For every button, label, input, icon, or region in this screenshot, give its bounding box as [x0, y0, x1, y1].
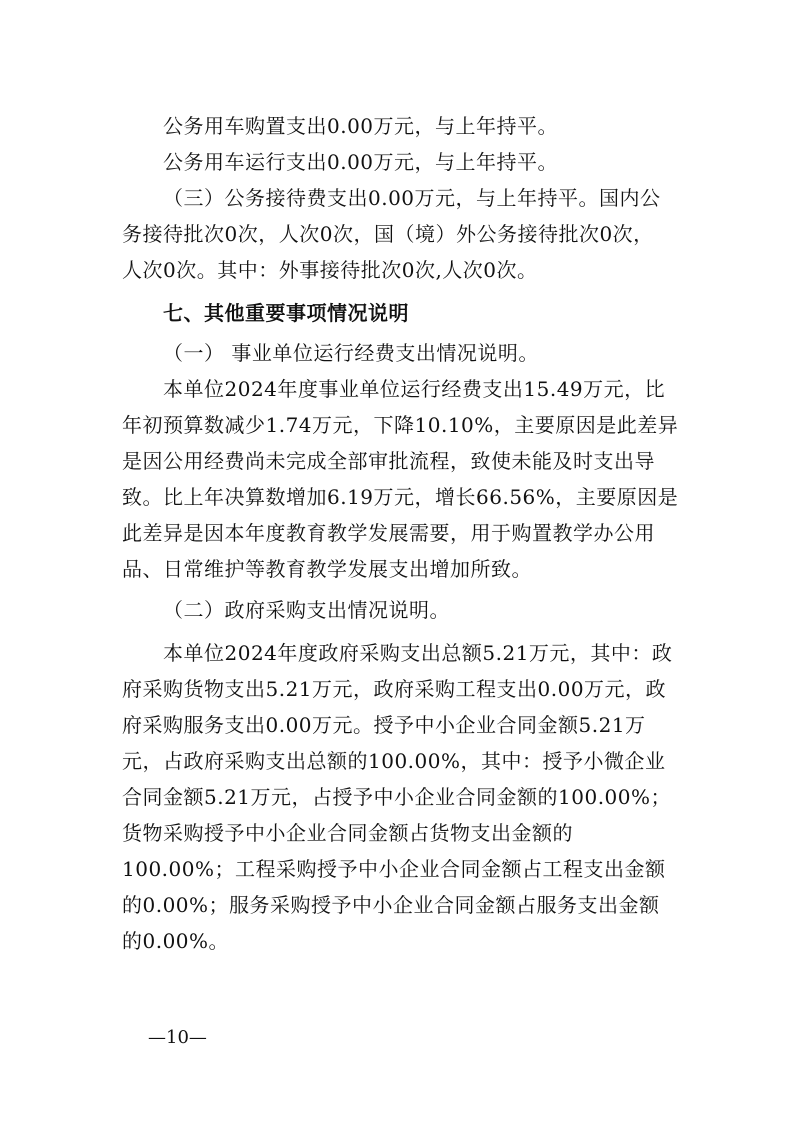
- paragraph-line: 致。比上年决算数增加6.19万元，增长66.56%，主要原因是: [122, 485, 679, 509]
- paragraph-line: 是因公用经费尚未完成全部审批流程，致使未能及时支出导: [122, 449, 655, 473]
- paragraph-line: 本单位2024年度政府采购支出总额5.21万元，其中：政: [163, 641, 673, 665]
- section-heading: 七、其他重要事项情况说明: [163, 301, 409, 325]
- paragraph-line: （三）公务接待费支出0.00万元，与上年持平。国内公: [163, 186, 661, 210]
- paragraph-line: 的0.00%；服务采购授予中小企业合同金额占服务支出金额: [122, 893, 660, 917]
- paragraph-line: 年初预算数减少1.74万元，下降10.10%，主要原因是此差异: [122, 413, 679, 437]
- paragraph-line: 的0.00%。: [122, 929, 230, 953]
- paragraph-line: 品、日常维护等教育教学发展支出增加所致。: [122, 557, 532, 581]
- paragraph-line: 公务用车运行支出0.00万元，与上年持平。: [163, 150, 559, 174]
- paragraph-line: 货物采购授予中小企业合同金额占货物支出金额的: [122, 821, 573, 845]
- paragraph-line: 本单位2024年度事业单位运行经费支出15.49万元，比: [163, 377, 666, 401]
- paragraph-line: 100.00%；工程采购授予中小企业合同金额占工程支出金额: [122, 857, 666, 881]
- paragraph-line: 府采购货物支出5.21万元，政府采购工程支出0.00万元，政: [122, 677, 667, 701]
- paragraph-line: 合同金额5.21万元，占授予中小企业合同金额的100.00%；: [122, 785, 672, 809]
- paragraph-line: 务接待批次0次，人次0次，国（境）外公务接待批次0次，: [122, 222, 654, 246]
- paragraph-line: 府采购服务支出0.00万元。授予中小企业合同金额5.21万: [122, 713, 646, 737]
- paragraph-line: 公务用车购置支出0.00万元，与上年持平。: [163, 114, 559, 138]
- paragraph-line: 元，占政府采购支出总额的100.00%，其中：授予小微企业: [122, 749, 666, 773]
- paragraph-line: 人次0次。其中：外事接待批次0次,人次0次。: [122, 258, 538, 282]
- subsection-heading: （二）政府采购支出情况说明。: [163, 598, 450, 622]
- paragraph-line: 此差异是因本年度教育教学发展需要，用于购置教学办公用: [122, 521, 655, 545]
- page-number: —10—: [148, 1027, 207, 1048]
- subsection-heading: （一） 事业单位运行经费支出情况说明。: [163, 341, 539, 365]
